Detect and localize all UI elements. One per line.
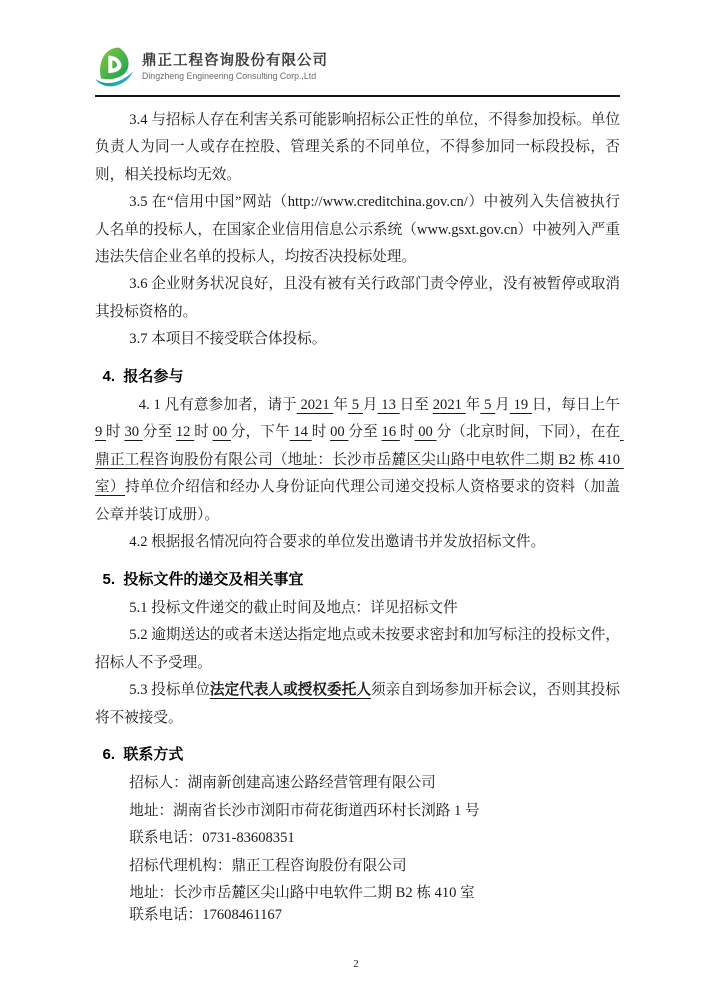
- emphasized-text: 00: [414, 424, 437, 441]
- text-run: 招标代理机构：鼎正工程咨询股份有限公司: [129, 857, 407, 874]
- paragraph: [95, 770, 620, 797]
- paragraph: [95, 853, 620, 880]
- text-run: 3.7 本项目不接受联合体投标。: [129, 331, 327, 348]
- text-run: 分至: [348, 424, 382, 441]
- paragraph: [95, 798, 620, 825]
- text-run: 分至: [142, 424, 176, 441]
- emphasized-text: 2021: [296, 397, 334, 414]
- paragraph: [95, 677, 620, 732]
- paragraph: [95, 107, 620, 189]
- text-run: 3.5 在“信用中国”网站（http://www.creditchina.gov.cn/）中被列入失信被执行人名单的投标人，在国家企业信用信息公示系统（www.gsxt.gov.cn）中被列入严重违法失信企业名单的投标人，均按否决投标处理。: [95, 194, 620, 266]
- text-run: 6. 联系方式: [102, 745, 184, 763]
- text-run: 时: [194, 424, 213, 441]
- text-run: 地址：湖南省长沙市浏阳市荷花街道西环村长浏路 1 号: [129, 802, 480, 819]
- text-run: 3.4 与招标人存在利害关系可能影响招标公正性的单位，不得参加投标。单位负责人为同一人或存在控股、管理关系的不同单位，不得参加同一标段投标，否则，相关投标均无效。: [95, 112, 620, 183]
- paragraph: [95, 595, 620, 622]
- page-number: 2: [353, 958, 359, 970]
- text-run: 地址：长沙市岳麓区尖山路中电软件二期 B2 栋 410 室: [129, 884, 475, 901]
- emphasized-text: 5: [480, 397, 496, 414]
- company-name-block: [142, 46, 328, 82]
- text-run: 分，下午: [230, 424, 290, 441]
- text-run: 时: [106, 424, 125, 441]
- emphasized-text: 2021: [432, 397, 466, 414]
- paragraph: [95, 622, 620, 677]
- text-run: 4.2 根据报名情况向符合要求的单位发出邀请书并发放招标文件。: [129, 534, 546, 551]
- text-run: 年: [465, 397, 481, 414]
- text-run: 5.1 投标文件递交的截止时间及地点：详见招标文件: [129, 599, 458, 616]
- text-run: 5.2 逾期送达的或者未送达指定地点或未按要求密封和加写标注的投标文件，招标人不予受理。: [95, 627, 620, 671]
- text-run: 4. 报名参与: [102, 367, 184, 385]
- text-run: 年: [333, 397, 349, 414]
- dingzheng-logo-icon: [95, 44, 135, 90]
- emphasized-text: 00: [212, 424, 231, 441]
- text-run: 联系电话：0731-83608351: [129, 830, 295, 847]
- company-name-cn: 鼎正工程咨询股份有限公司: [142, 53, 328, 69]
- emphasized-text: 00: [330, 424, 349, 441]
- section-heading: [95, 741, 620, 768]
- paragraph: [95, 392, 624, 529]
- text-run: 4. 1 凡有意参加者，请于: [138, 397, 297, 414]
- emphasized-text: 30: [124, 424, 143, 441]
- emphasized-text: 19: [509, 397, 532, 414]
- text-run: 5.3 投标单位: [129, 682, 210, 699]
- paragraph: [95, 825, 620, 852]
- text-run: 时: [311, 424, 331, 441]
- emphasized-text: 鼎正工程咨询股份有限公司（地址：长沙市岳麓区尖山路中电软件二期 B2 栋 410 室）: [95, 424, 624, 496]
- text-run: 月: [362, 397, 378, 414]
- paragraph: [95, 326, 620, 353]
- document-body: [0, 97, 712, 930]
- text-run: 持单位介绍信和经办人身份证向代理公司递交投标人资格要求的资料（加盖公章并装订成册）。: [95, 479, 620, 523]
- text-run: 5. 投标文件的递交及相关事宜: [102, 570, 304, 588]
- emphasized-text: 13: [377, 397, 400, 414]
- letterhead: [0, 0, 712, 97]
- emphasized-text: 14: [289, 424, 312, 441]
- paragraph: [95, 529, 620, 556]
- emphasized-text: 9: [95, 424, 107, 441]
- emphasized-text: 12: [175, 424, 195, 441]
- text-run: 时: [399, 424, 415, 441]
- emphasized-text: 法定代表人或授权委托人: [209, 682, 371, 699]
- text-run: 招标人：湖南新创建高速公路经营管理有限公司: [129, 775, 436, 792]
- company-name-en: Dingzheng Engineering Consulting Corp.,Ltd: [142, 71, 317, 81]
- section-heading: [95, 363, 620, 390]
- emphasized-text: 16: [381, 424, 400, 441]
- text-run: 日，每日上午: [531, 397, 624, 414]
- emphasized-text: 5: [348, 397, 363, 414]
- text-run: 月: [495, 397, 510, 414]
- text-run: 须亲自到场参加开标会议，否则其投标将不被接受。: [95, 682, 620, 726]
- text-run: 分（北京时间，下同），在在: [436, 424, 620, 441]
- text-run: 联系电话：17608461167: [129, 907, 282, 924]
- paragraph: [95, 189, 620, 271]
- paragraph: [95, 271, 620, 326]
- text-run: 3.6 企业财务状况良好，且没有被有关行政部门责令停业，没有被暂停或取消其投标资格的。: [95, 276, 620, 320]
- section-heading: [95, 566, 620, 593]
- text-run: 日至: [399, 397, 433, 414]
- company-logo: [95, 46, 620, 92]
